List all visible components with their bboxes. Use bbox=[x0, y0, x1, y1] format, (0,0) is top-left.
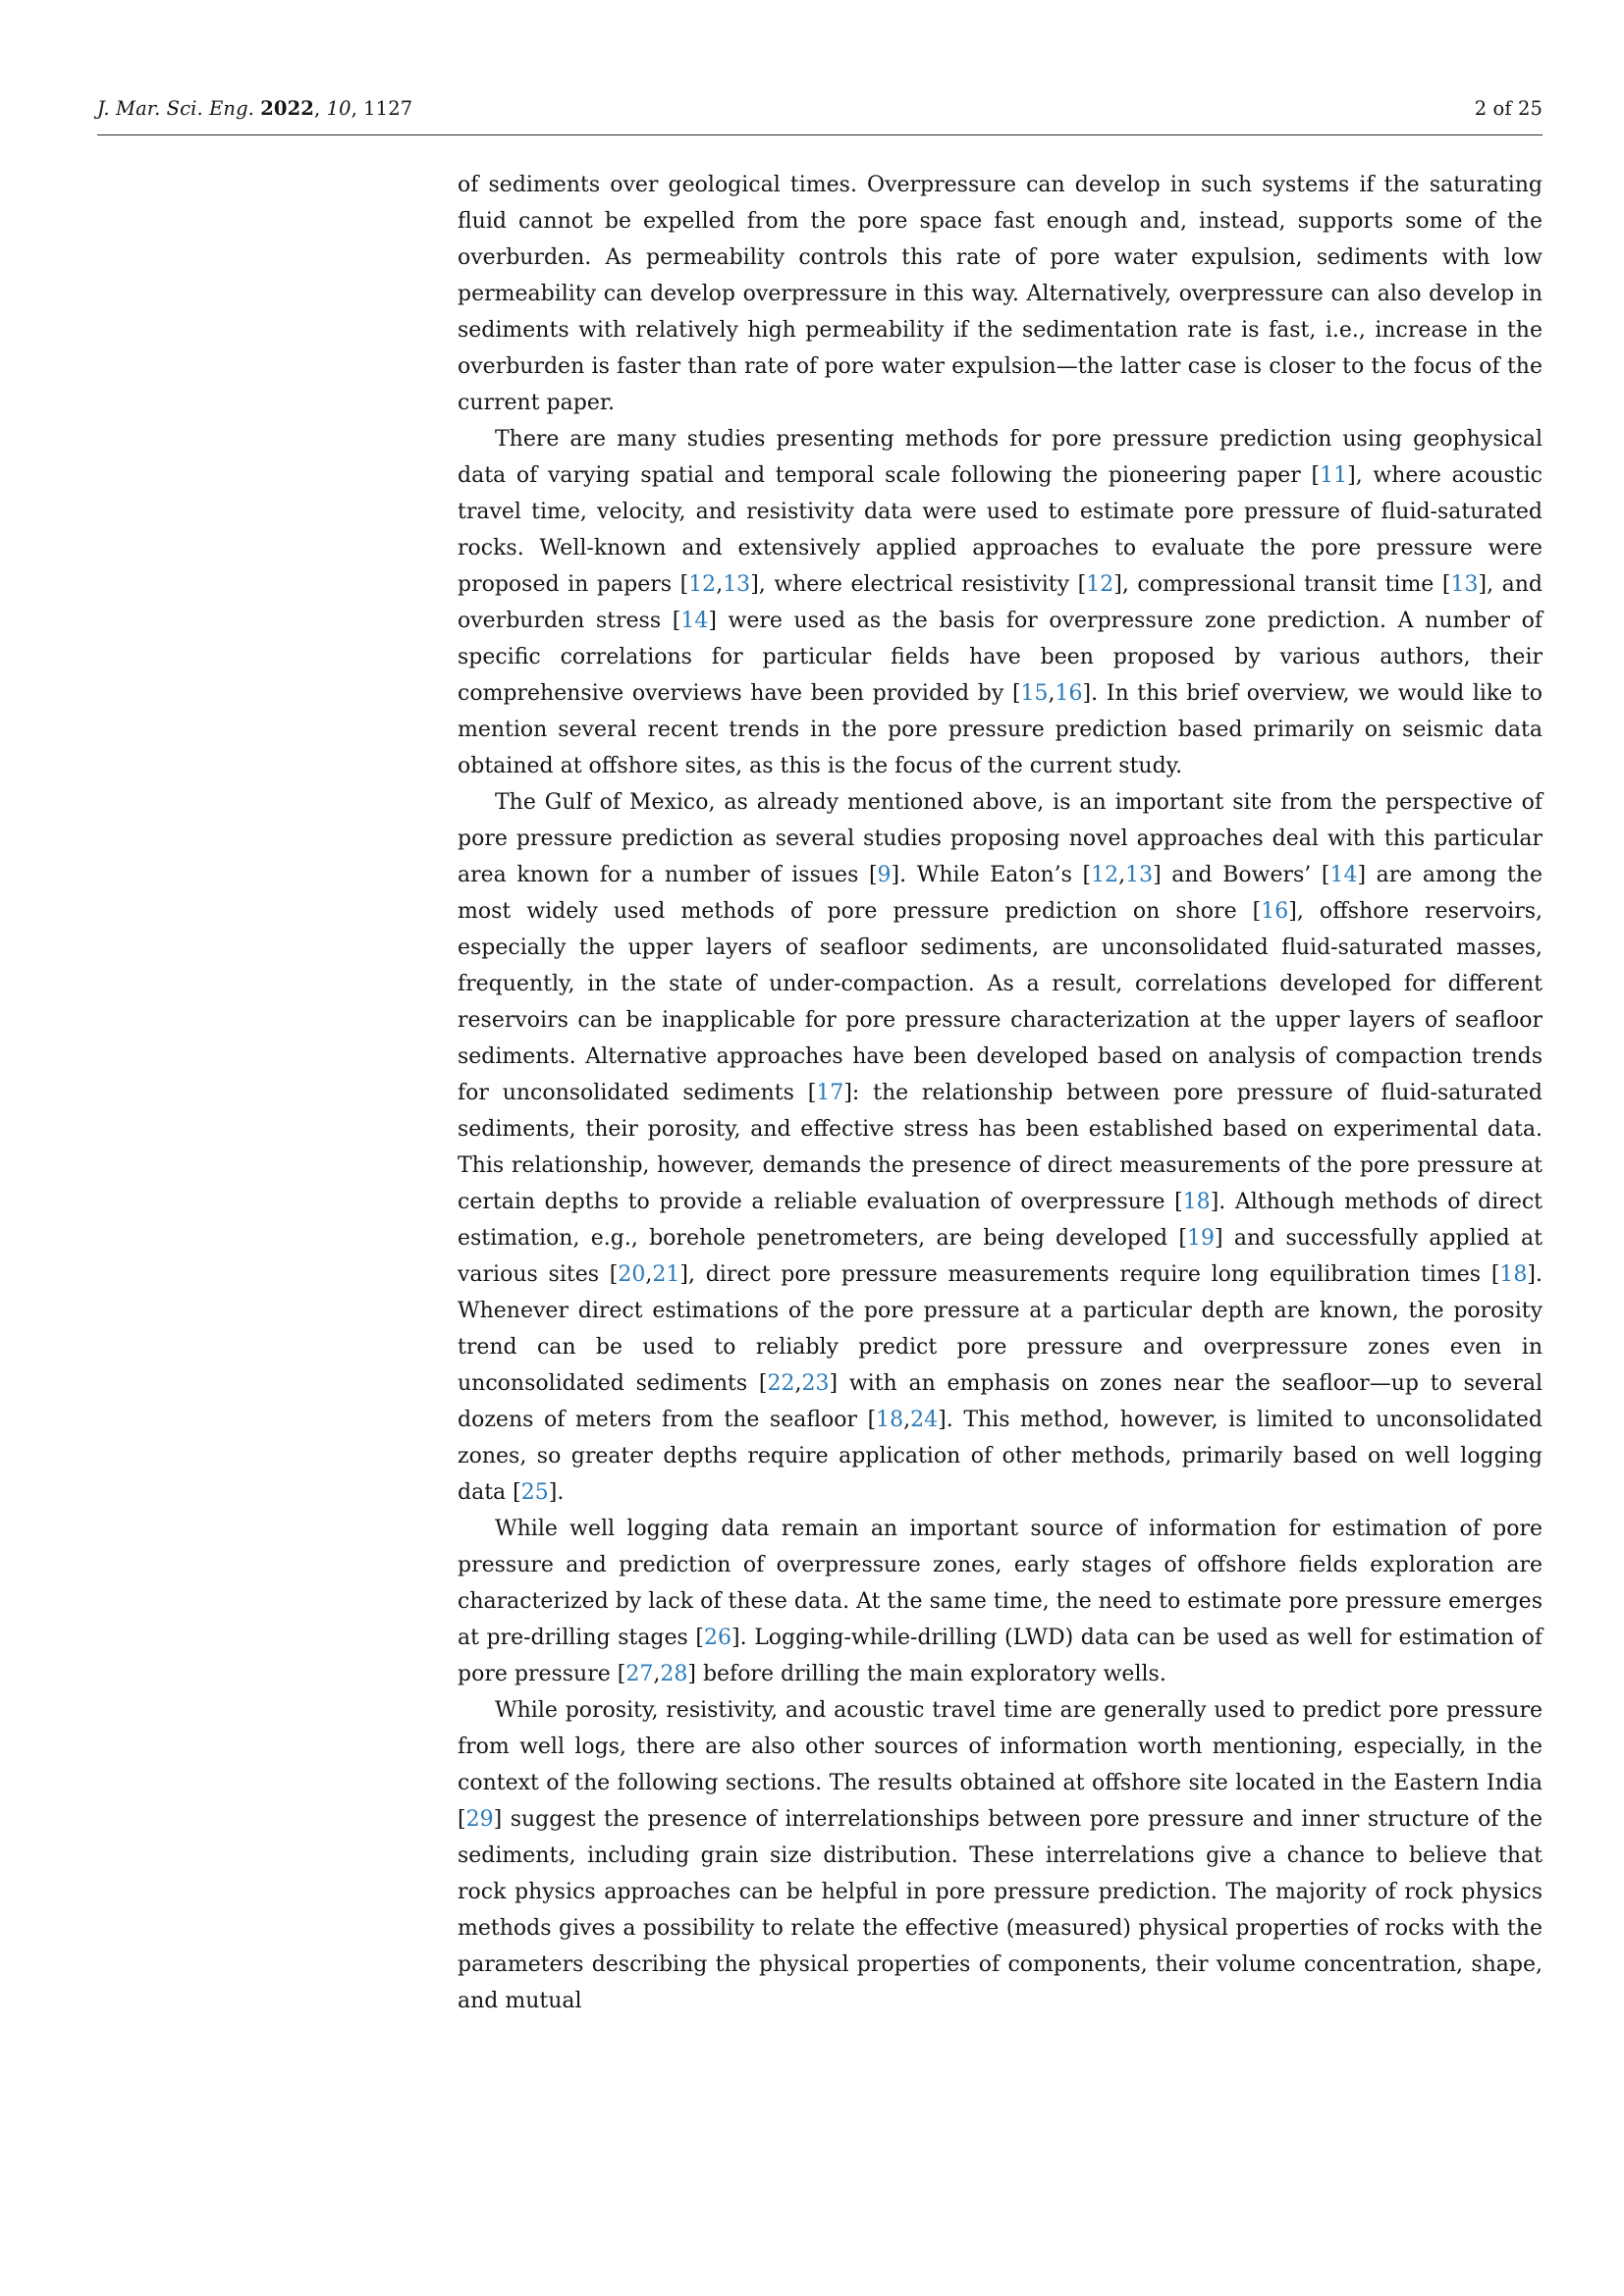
citation: [14] bbox=[672, 609, 717, 633]
text-run: . While Eaton’s bbox=[899, 863, 1083, 887]
citation: [14] bbox=[1321, 863, 1367, 887]
citation-link[interactable]: 16 bbox=[1261, 899, 1289, 924]
citation: [20,21] bbox=[609, 1262, 688, 1287]
text-run: . bbox=[557, 1480, 565, 1505]
citation-link[interactable]: 12 bbox=[688, 572, 717, 597]
citation: [19] bbox=[1178, 1226, 1223, 1251]
text-run: suggest the presence of interrelationships between pore pressure and inner structure of the sediments, including grain size distribution. These interrelations give a chance to believe that rock physics approaches can be helpful in pore pressure prediction. The majority of rock physics methods gives a possibility to relate the effective (measured) physical properties of rocks with the parameters describing the physical properties of components, their volume concentration, shape, and mutual bbox=[458, 1807, 1543, 2013]
citation: [18] bbox=[1490, 1262, 1536, 1287]
citation-link[interactable]: 27 bbox=[625, 1662, 654, 1686]
citation: [18,24] bbox=[867, 1408, 947, 1432]
text-run: before drilling the main exploratory wells. bbox=[695, 1662, 1166, 1686]
citation: [29] bbox=[458, 1807, 503, 1832]
citation: [12,13] bbox=[679, 572, 759, 597]
article-body bbox=[458, 167, 1543, 2019]
text-run: . This method, however, is limited to unconsolidated zones, so greater depths require application of other methods, primarily based on well logging data bbox=[458, 1408, 1543, 1505]
citation-link[interactable]: 22 bbox=[767, 1371, 795, 1396]
citation-link[interactable]: 26 bbox=[704, 1626, 732, 1650]
citation-link[interactable]: 16 bbox=[1055, 681, 1083, 706]
text-run: The Gulf of Mexico, as already mentioned above, is an important site from the perspective of pore pressure prediction as several studies proposing novel approaches deal with this particular area known for a number of issues bbox=[458, 790, 1543, 887]
citation-link[interactable]: 18 bbox=[1499, 1262, 1528, 1287]
citation-link[interactable]: 14 bbox=[680, 609, 709, 633]
citation-link[interactable]: 18 bbox=[876, 1408, 904, 1432]
citation-link[interactable]: 12 bbox=[1086, 572, 1114, 597]
citation-link[interactable]: 13 bbox=[1450, 572, 1479, 597]
citation: [18] bbox=[1174, 1190, 1219, 1214]
text-run: with an emphasis on zones near the seafloor—up to several dozens of meters from the seafloor bbox=[458, 1371, 1543, 1432]
text-run: . In this brief overview, we would like to mention several recent trends in the pore pressure prediction based primarily on seismic data obtained at offshore sites, as this is the focus of the current study. bbox=[458, 681, 1543, 778]
citation-link[interactable]: 24 bbox=[910, 1408, 939, 1432]
text-run: were used as the basis for overpressure zone prediction. A number of specific correlations for particular fields have been proposed by various authors, their comprehensive overviews have been provided by bbox=[458, 609, 1543, 706]
citation-link[interactable]: 29 bbox=[465, 1807, 494, 1832]
text-run: , where acoustic travel time, velocity, and resistivity data were used to estimate pore pressure of fluid-saturated rocks. Well-known and extensively applied approaches to evaluate the pore pressure were proposed in papers bbox=[458, 463, 1543, 597]
journal-reference-part: , bbox=[313, 97, 327, 120]
citation: [11] bbox=[1311, 463, 1356, 488]
page-number: 2 of 25 bbox=[1474, 97, 1543, 120]
citation-link[interactable]: 19 bbox=[1186, 1226, 1215, 1251]
citation: [12] bbox=[1077, 572, 1122, 597]
citation: [12,13] bbox=[1082, 863, 1162, 887]
paragraph bbox=[458, 1511, 1543, 1692]
citation: [27,28] bbox=[617, 1662, 696, 1686]
citation-link[interactable]: 11 bbox=[1320, 463, 1348, 488]
journal-reference-part: , 1127 bbox=[351, 97, 413, 120]
text-run: , offshore reservoirs, especially the upper layers of seafloor sediments, are unconsolidated fluid-saturated masses, frequently, in the state of under-compaction. As a result, correlations developed for different reservoirs can be inapplicable for pore pressure characterization at the upper layers of seafloor sediments. Alternative approaches have been developed based on analysis of compaction trends for unconsolidated sediments bbox=[458, 899, 1543, 1105]
citation-link[interactable]: 28 bbox=[660, 1662, 688, 1686]
paragraph bbox=[458, 421, 1543, 784]
text-run: While porosity, resistivity, and acoustic travel time are generally used to predict pore pressure from well logs, there are also other sources of information worth mentioning, especially, in the context of the following sections. The results obtained at offshore site located in the Eastern India bbox=[458, 1698, 1543, 1795]
citation: [16] bbox=[1252, 899, 1297, 924]
text-run: There are many studies presenting methods for pore pressure prediction using geophysical data of varying spatial and temporal scale following the pioneering paper bbox=[458, 427, 1543, 488]
citation-link[interactable]: 17 bbox=[816, 1081, 844, 1105]
citation-link[interactable]: 15 bbox=[1020, 681, 1049, 706]
text-run: . Whenever direct estimations of the pore pressure at a particular depth are known, the porosity trend can be used to reliably predict pore pressure and overpressure zones even in unconsolidated sediments bbox=[458, 1262, 1543, 1396]
citation: [13] bbox=[1441, 572, 1488, 597]
citation-link[interactable]: 12 bbox=[1091, 863, 1119, 887]
text-run: , and overburden stress bbox=[458, 572, 1543, 633]
paragraph bbox=[458, 167, 1543, 421]
journal-reference-part: 2022 bbox=[260, 97, 314, 120]
citation-link[interactable]: 14 bbox=[1329, 863, 1358, 887]
text-run: , where electrical resistivity bbox=[758, 572, 1078, 597]
journal-reference-part: J. Mar. Sci. Eng. bbox=[97, 97, 261, 120]
citation: [17] bbox=[807, 1081, 852, 1105]
citation-link[interactable]: 20 bbox=[618, 1262, 646, 1287]
citation-link[interactable]: 23 bbox=[801, 1371, 830, 1396]
citation: [26] bbox=[695, 1626, 740, 1650]
text-run: and Bowers’ bbox=[1161, 863, 1322, 887]
text-run: are among the most widely used methods of pore pressure prediction on shore bbox=[458, 863, 1543, 924]
citation-link[interactable]: 25 bbox=[520, 1480, 549, 1505]
text-run: and successfully applied at various sites bbox=[458, 1226, 1543, 1287]
text-run: While well logging data remain an important source of information for estimation of pore pressure and prediction of overpressure zones, early stages of offshore fields exploration are characterized by lack of these data. At the same time, the need to estimate pore pressure emerges at pre-drilling stages bbox=[458, 1517, 1543, 1650]
paragraph bbox=[458, 784, 1543, 1511]
text-run: . Although methods of direct estimation, e.g., borehole penetrometers, are being developed bbox=[458, 1190, 1543, 1251]
citation: [9] bbox=[868, 863, 900, 887]
citation-link[interactable]: 21 bbox=[652, 1262, 680, 1287]
citation-link[interactable]: 18 bbox=[1182, 1190, 1211, 1214]
citation: [22,23] bbox=[758, 1371, 839, 1396]
page-header bbox=[97, 97, 1543, 120]
citation-link[interactable]: 9 bbox=[877, 863, 892, 887]
text-run: , direct pore pressure measurements require long equilibration times bbox=[687, 1262, 1491, 1287]
header-rule bbox=[97, 134, 1543, 135]
text-run: of sediments over geological times. Overpressure can develop in such systems if the saturating fluid cannot be expelled from the pore space fast enough and, instead, supports some of the overburden. As permeability controls this rate of pore water expulsion, sediments with low permeability can develop overpressure in this way. Alternatively, overpressure can also develop in sediments with relatively high permeability if the sedimentation rate is fast, i.e., increase in the overburden is faster than rate of pore water expulsion—the latter case is closer to the focus of the current paper. bbox=[458, 173, 1543, 415]
journal-reference-part: 10 bbox=[326, 97, 352, 120]
citation: [15,16] bbox=[1011, 681, 1092, 706]
journal-reference bbox=[97, 97, 412, 120]
citation-link[interactable]: 13 bbox=[1125, 863, 1154, 887]
text-run: , compressional transit time bbox=[1121, 572, 1442, 597]
citation: [25] bbox=[513, 1480, 558, 1505]
text-run: : the relationship between pore pressure of fluid-saturated sediments, their porosity, and effective stress has been established based on experimental data. This relationship, however, demands the presence of direct measurements of the pore pressure at certain depths to provide a reliable evaluation of overpressure bbox=[458, 1081, 1543, 1214]
paragraph bbox=[458, 1692, 1543, 2019]
citation-link[interactable]: 13 bbox=[723, 572, 751, 597]
text-run: . Logging-while-drilling (LWD) data can be used as well for estimation of pore pressure bbox=[458, 1626, 1543, 1686]
